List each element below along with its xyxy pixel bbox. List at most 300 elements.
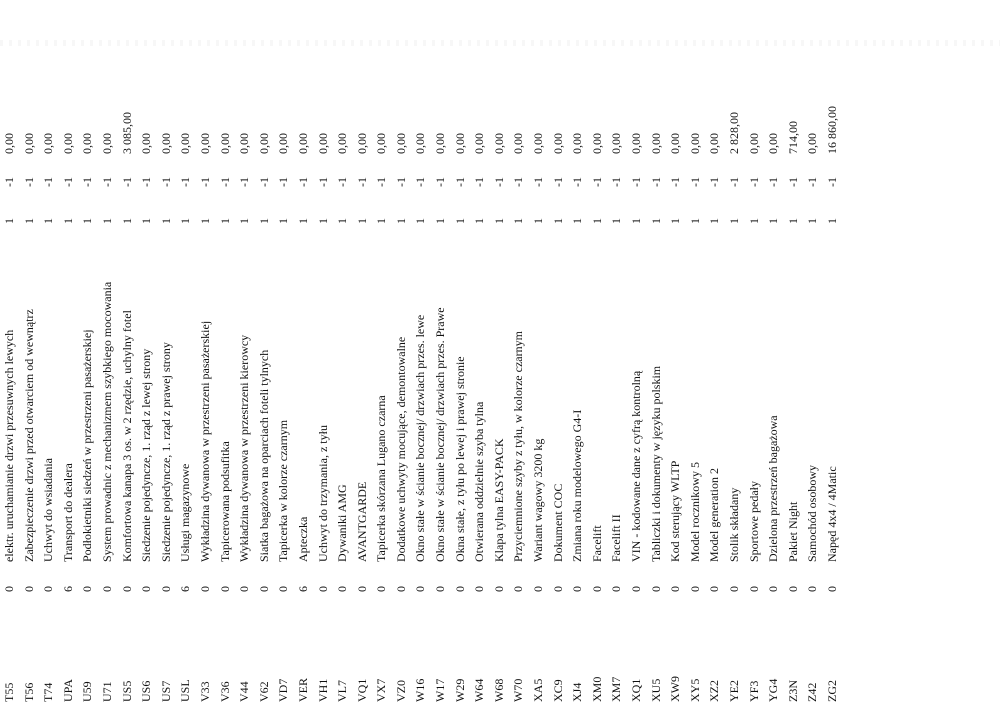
option-code: V36 [217,681,232,702]
table-row [255,12,275,702]
option-quantity: 1 [668,218,683,224]
option-flag: 0 [629,586,643,592]
option-flag: 0 [785,586,800,592]
option-quantity: 1 [746,218,761,224]
option-sign: -1 [707,177,722,187]
option-flag: 0 [766,586,781,592]
option-price: 0,00 [237,133,252,154]
option-code: USL [178,679,193,702]
option-quantity: 1 [805,218,820,224]
table-row [568,12,588,702]
option-sign: -1 [413,177,428,187]
option-description: Siedzenie pojedyncze, 1. rząd z prawej strony [158,342,173,562]
option-flag: 0 [687,586,702,592]
option-quantity: 1 [119,218,134,224]
option-description: Facelift [589,525,604,562]
option-description: Wykładzina dywanowa w przestrzeni kierowcy [237,334,252,562]
option-sign: -1 [276,177,291,187]
option-quantity: 1 [472,218,487,224]
option-description: Model rocznikowy 5 [687,462,702,562]
option-flag: 0 [119,586,134,592]
table-row [725,12,745,702]
option-code: XU5 [648,678,663,702]
option-flag: 0 [80,586,95,592]
option-description: Tapicerka skórzana Lugano czarna [374,395,389,562]
option-quantity: 1 [295,218,310,224]
option-sign: -1 [295,177,310,187]
option-sign: -1 [197,177,212,187]
table-row [745,12,765,702]
option-flag: 0 [589,586,604,592]
option-quantity: 1 [178,218,193,224]
table-row [549,12,569,702]
option-code: XA5 [531,678,546,702]
option-code: Z3N [785,680,800,702]
option-sign: -1 [99,177,114,187]
option-price: 0,00 [315,133,330,154]
option-quantity: 1 [41,218,56,224]
option-code: XM0 [589,676,604,702]
option-description: Komfortowa kanapa 3 os. w 2 rzędzie, uchylny fotel [119,310,134,562]
option-quantity: 1 [60,218,75,224]
option-flag: 0 [609,586,624,592]
option-code: XQ1 [629,678,643,702]
option-sign: -1 [589,177,604,187]
option-description: Klapa tylna EASY-PACK [491,438,506,562]
option-description: Siedzenie pojedyncze, 1. rząd z lewej strony [139,348,154,562]
option-description: Dokument COC [550,483,565,562]
table-row [470,12,490,702]
option-quantity: 1 [707,218,722,224]
option-quantity: 1 [726,218,741,224]
option-code: XZ2 [707,680,722,702]
table-row [686,12,706,702]
table-row [529,12,549,702]
table-row [607,12,627,702]
option-code: W29 [452,678,467,702]
table-row [196,12,216,702]
option-flag: 0 [217,586,232,592]
table-row [784,12,804,702]
table-row [294,12,314,702]
option-price: 0,00 [295,133,310,154]
option-code: VX7 [374,678,389,702]
option-price: 0,00 [99,133,114,154]
option-quantity: 1 [276,218,291,224]
option-quantity: 1 [197,218,212,224]
option-code: W17 [433,678,448,702]
option-description: Wariant wagowy 3200 kg [531,438,546,562]
option-sign: -1 [805,177,820,187]
option-code: U71 [99,681,114,702]
option-code: XW9 [668,676,683,702]
table-row [392,12,412,702]
option-description: Zabezpieczenie drzwi przed otwarciem od wewnątrz [21,309,36,562]
option-code: VL7 [335,680,350,702]
option-flag: 0 [726,586,741,592]
options-table [0,12,843,702]
option-description: Dywaniki AMG [335,484,350,562]
option-code: US7 [158,680,173,702]
option-description: Apteczka [295,516,310,562]
option-flag: 0 [570,586,585,592]
option-description: Usługi magazynowe [178,463,193,562]
option-sign: -1 [511,177,526,187]
option-price: 0,00 [707,133,722,154]
option-code: W64 [472,678,487,702]
option-code: YE2 [726,680,741,702]
option-code: T56 [21,682,36,702]
option-price: 0,00 [648,133,663,154]
option-flag: 6 [178,586,193,592]
option-sign: -1 [629,177,643,187]
option-description: Dodatkowe uchwyty mocujące, demontowalne [393,336,408,562]
option-quantity: 1 [589,218,604,224]
option-flag: 0 [158,586,173,592]
option-sign: -1 [217,177,232,187]
option-price: 0,00 [393,133,408,154]
option-sign: -1 [824,177,839,187]
option-flag: 0 [2,586,16,592]
option-price: 0,00 [413,133,428,154]
option-flag: 6 [295,586,310,592]
option-quantity: 1 [374,218,389,224]
option-quantity: 1 [609,218,624,224]
option-description: VIN - kodowane dane z cyfrą kontrolną [629,370,643,562]
option-quantity: 1 [335,218,350,224]
option-quantity: 1 [21,218,36,224]
option-description: System prowadnic z mechanizmem szybkiego mocowania [99,281,114,562]
option-flag: 0 [256,586,271,592]
option-quantity: 1 [217,218,232,224]
option-code: ZG2 [824,680,839,702]
option-code: W16 [413,678,428,702]
table-row [823,12,843,702]
option-flag: 0 [550,586,565,592]
option-price: 0,00 [609,133,624,154]
option-code: U59 [80,681,95,702]
option-price: 0,00 [2,133,16,154]
option-quantity: 1 [511,218,526,224]
option-code: V33 [197,681,212,702]
option-quantity: 1 [766,218,781,224]
option-quantity: 1 [158,218,173,224]
option-code: Z42 [805,682,820,702]
option-flag: 0 [99,586,114,592]
option-sign: -1 [139,177,154,187]
option-price: 0,00 [746,133,761,154]
option-price: 0,00 [139,133,154,154]
option-price: 0,00 [178,133,193,154]
option-code: VD7 [276,678,291,702]
table-row [137,12,157,702]
option-flag: 0 [491,586,506,592]
option-sign: -1 [60,177,75,187]
option-sign: -1 [158,177,173,187]
option-sign: -1 [570,177,585,187]
option-sign: -1 [393,177,408,187]
option-flag: 0 [707,586,722,592]
option-flag: 0 [393,586,408,592]
option-price: 0,00 [80,133,95,154]
table-row [216,12,236,702]
option-quantity: 1 [785,218,800,224]
option-sign: -1 [433,177,448,187]
option-price: 0,00 [158,133,173,154]
option-quantity: 1 [433,218,448,224]
table-row [803,12,823,702]
table-row [98,12,118,702]
option-flag: 0 [139,586,154,592]
option-code: VH1 [315,678,330,702]
table-row [78,12,98,702]
option-flag: 0 [805,586,820,592]
option-quantity: 1 [452,218,467,224]
option-description: Uchwyt do trzymania, z tyłu [315,425,330,562]
option-code: V44 [237,681,252,702]
option-code: UPA [60,679,75,702]
option-price: 0,00 [335,133,350,154]
option-price: 0,00 [805,133,820,154]
option-quantity: 1 [629,218,643,224]
option-quantity: 1 [99,218,114,224]
table-row [431,12,451,702]
option-sign: -1 [550,177,565,187]
option-code: T74 [41,682,56,702]
option-flag: 0 [335,586,350,592]
table-row [118,12,138,702]
option-price: 0,00 [256,133,271,154]
option-price: 2 828,00 [726,112,741,154]
option-price: 0,00 [668,133,683,154]
option-price: 16 860,00 [824,106,839,154]
table-row [39,12,59,702]
option-sign: -1 [21,177,36,187]
option-code: V62 [256,681,271,702]
option-code: US5 [119,680,134,702]
option-description: Samochód osobowy [805,465,820,562]
option-price: 0,00 [472,133,487,154]
option-price: 0,00 [570,133,585,154]
option-flag: 0 [433,586,448,592]
option-description: Facelift II [609,514,624,562]
table-row [353,12,373,702]
table-row [314,12,334,702]
option-description: Sportowe pedały [746,481,761,562]
option-description: Tapicerka w kolorze czarnym [276,419,291,562]
table-row [666,12,686,702]
option-flag: 0 [746,586,761,592]
option-flag: 6 [60,586,75,592]
option-code: YG4 [766,678,781,702]
option-price: 0,00 [589,133,604,154]
table-row [157,12,177,702]
option-description: Napęd 4x4 / 4Matic [824,466,839,562]
option-sign: -1 [785,177,800,187]
option-sign: -1 [609,177,624,187]
table-row [411,12,431,702]
table-row [59,12,79,702]
option-description: Otwierana oddzielnie szyba tylna [472,401,487,562]
option-quantity: 1 [2,218,16,224]
option-flag: 0 [354,586,369,592]
option-sign: -1 [668,177,683,187]
option-sign: -1 [178,177,193,187]
option-price: 0,00 [511,133,526,154]
option-description: Okno stałe w ścianie bocznej/ drzwiach przes. Prawe [433,307,448,562]
table-row [627,12,647,702]
option-sign: -1 [374,177,389,187]
table-row [764,12,784,702]
option-price: 0,00 [374,133,389,154]
option-code: VZ0 [393,680,408,702]
option-sign: -1 [766,177,781,187]
option-flag: 0 [21,586,36,592]
option-description: Kod sterujący WLTP [668,460,683,562]
option-quantity: 1 [531,218,546,224]
option-description: Okna stałe, z tyłu po lewej i prawej stronie [452,356,467,562]
option-price: 0,00 [550,133,565,154]
option-description: Podłokietniki siedzeń w przestrzeni pasażerskiej [80,329,95,562]
option-sign: -1 [746,177,761,187]
option-description: Wykładzina dywanowa w przestrzeni pasażerskiej [197,320,212,562]
option-description: Model generation 2 [707,468,722,562]
option-flag: 0 [472,586,487,592]
option-code: W70 [511,678,526,702]
option-sign: -1 [315,177,330,187]
option-flag: 0 [824,586,839,592]
option-sign: -1 [472,177,487,187]
option-quantity: 1 [393,218,408,224]
option-price: 3 085,00 [119,112,134,154]
option-code: XY5 [687,678,702,702]
option-description: Stolik składany [726,487,741,562]
option-sign: -1 [531,177,546,187]
option-flag: 0 [237,586,252,592]
option-code: US6 [139,680,154,702]
option-sign: -1 [726,177,741,187]
option-price: 0,00 [60,133,75,154]
option-price: 0,00 [217,133,232,154]
option-code: YF3 [746,680,761,702]
option-flag: 0 [668,586,683,592]
option-flag: 0 [452,586,467,592]
option-flag: 0 [511,586,526,592]
option-quantity: 1 [413,218,428,224]
option-flag: 0 [413,586,428,592]
option-price: 0,00 [766,133,781,154]
option-price: 0,00 [452,133,467,154]
option-price: 0,00 [629,133,643,154]
option-sign: -1 [2,177,16,187]
option-quantity: 1 [687,218,702,224]
table-row [20,12,40,702]
option-sign: -1 [452,177,467,187]
option-quantity: 1 [824,218,839,224]
table-row [490,12,510,702]
option-sign: -1 [237,177,252,187]
option-sign: -1 [335,177,350,187]
option-code: W68 [491,678,506,702]
option-sign: -1 [41,177,56,187]
option-code: T55 [2,682,16,702]
table-row [372,12,392,702]
option-description: Zmiana roku modelowego G4-I [570,409,585,562]
option-description: Uchwyt do wsiadania [41,458,56,562]
option-quantity: 1 [256,218,271,224]
table-row [0,12,20,702]
option-flag: 0 [648,586,663,592]
table-row [647,12,667,702]
option-price: 0,00 [687,133,702,154]
option-price: 714,00 [785,121,800,154]
option-code: XC9 [550,679,565,702]
option-description: Tapicerowana podsufitka [217,441,232,562]
option-price: 0,00 [197,133,212,154]
option-quantity: 1 [237,218,252,224]
table-row [588,12,608,702]
option-description: Siatka bagażowa na oparciach foteli tylnych [256,349,271,562]
option-description: Pakiet Night [785,501,800,562]
option-sign: -1 [119,177,134,187]
table-row [274,12,294,702]
table-row [451,12,471,702]
option-price: 0,00 [276,133,291,154]
option-sign: -1 [491,177,506,187]
option-quantity: 1 [354,218,369,224]
option-price: 0,00 [354,133,369,154]
option-flag: 0 [41,586,56,592]
table-row [235,12,255,702]
option-sign: -1 [354,177,369,187]
option-code: VQ1 [354,678,369,702]
option-flag: 0 [315,586,330,592]
table-row [176,12,196,702]
option-code: XJ4 [570,682,585,702]
option-quantity: 1 [570,218,585,224]
option-sign: -1 [648,177,663,187]
option-description: elektr. uruchamianie drzwi przesuwnych lewych [2,329,16,562]
option-description: Przyciemnione szyby z tyłu, w kolorze czarnym [511,331,526,562]
option-quantity: 1 [315,218,330,224]
table-row [333,12,353,702]
option-description: Dzielona przestrzeń bagażowa [766,415,781,562]
option-flag: 0 [276,586,291,592]
option-sign: -1 [256,177,271,187]
option-description: Transport do dealera [60,463,75,562]
option-quantity: 1 [550,218,565,224]
option-price: 0,00 [433,133,448,154]
option-price: 0,00 [531,133,546,154]
option-flag: 0 [374,586,389,592]
table-row [509,12,529,702]
option-sign: -1 [687,177,702,187]
option-quantity: 1 [648,218,663,224]
option-description: Tabliczki i dokumenty w języku polskim [648,365,663,562]
option-description: AVANTGARDE [354,481,369,562]
option-price: 0,00 [491,133,506,154]
table-row [705,12,725,702]
option-quantity: 1 [139,218,154,224]
option-price: 0,00 [21,133,36,154]
option-sign: -1 [80,177,95,187]
option-code: XM7 [609,676,624,702]
option-code: VER [295,678,310,702]
option-quantity: 1 [491,218,506,224]
option-quantity: 1 [80,218,95,224]
option-flag: 0 [531,586,546,592]
option-price: 0,00 [41,133,56,154]
